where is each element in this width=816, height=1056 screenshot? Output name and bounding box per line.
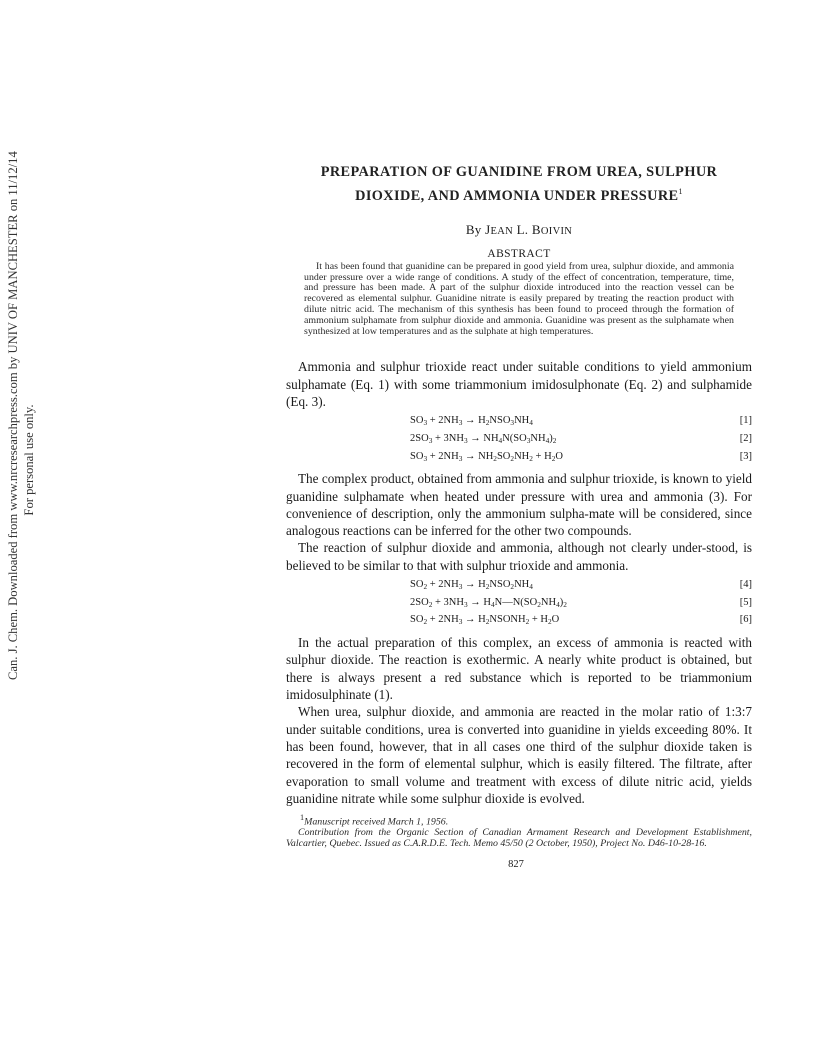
equation-group-1 <box>286 412 752 465</box>
paragraph: The complex product, obtained from ammonia and sulphur trioxide, is known to yield guanidine sulphamate when heated under pressure with urea and ammonia (3). For convenience of description, only the ammonium sulpha-mate will be considered, since analogous reactions can be inferred for the other two compounds. <box>286 471 752 539</box>
equation-1: $SO_3 + 2NH_3 \to H_2NSO_3NH_4$ [1] <box>286 412 752 430</box>
equation-number: [4] <box>739 579 752 591</box>
abstract-text: It has been found that guanidine can be prepared in good yield from urea, sulphur dioxide, and ammonia under pressure over a wide range of conditions. A study of the effect of concentration, temperature, time, and pressure has been made. A part of the sulphur dioxide introduced into the reaction vessel can be recovered as elemental sulphur. Guanidine nitrate is easily prepared by treating the reaction product with dilute nitric acid. The mechanism of this synthesis has been found to proceed through the formation of ammonium sulphamate from sulphur dioxide and ammonia. Guanidine was present as the sulphamate when synthesized at low temperatures and as the sulphate at high temperatures. <box>304 260 734 337</box>
author-line: By JEAN L. BOIVIN <box>465 221 573 237</box>
footnote-manuscript: $^1$Manuscript received March 1, 1956. <box>300 813 449 828</box>
article <box>286 162 752 870</box>
paragraph: In the actual preparation of this complex, an excess of ammonia is reacted with sulphur dioxide. The reaction is exothermic. A nearly white product is obtained, but there is always present a red substance which is reported to be triammonium imidosulphinate (1). <box>286 635 752 703</box>
equation-number: [1] <box>739 415 752 427</box>
paragraph: The reaction of sulphur dioxide and ammonia, although not clearly under-stood, is believed to be similar to that with sulphur trioxide and ammonia. <box>286 540 752 573</box>
footnote-contribution: Contribution from the Organic Section of Canadian Armament Research and Development Establishment, Valcartier, Quebec. Issued as C.A.R.D.E. Tech. Memo 45/50 (2 October, 1950), Project No. D46-10-28-16. <box>286 827 752 849</box>
equation-5: $2SO_2 + 3NH_3$ → $H_4N—N(SO_2NH_4)_2$ [5] <box>286 594 752 612</box>
equation-4: $SO_2 + 2NH_3 \to H_2NSO_2NH_4$ [4] <box>286 576 752 594</box>
page-number: 827 <box>508 859 524 871</box>
equation-group-2 <box>286 576 752 629</box>
equation-number: [5] <box>739 596 752 608</box>
equation-6: $SO_2 + 2NH_3$ → $H_2NSONH_2 + H_2O$ [6] <box>286 611 752 629</box>
paragraph: Ammonia and sulphur trioxide react under suitable conditions to yield ammonium sulphamate (Eq. 1) with some triammonium imidosulphonate (Eq. 2) and sulphamide (Eq. 3). <box>286 359 752 409</box>
article-title: PREPARATION OF GUANIDINE FROM UREA, SULPHUR DIOXIDE, AND AMMONIA UNDER PRESSURE$^1$ <box>320 164 718 204</box>
equation-2: $2SO_3 + 3NH_3 \to NH_4N(SO_3NH_4)_2$ [2] <box>286 430 752 448</box>
download-watermark <box>2 151 48 680</box>
paragraph: When urea, sulphur dioxide, and ammonia are reacted in the molar ratio of 1:3:7 under suitable conditions, urea is converted into guanidine in yields exceeding 80%. It has been found, however, that in all cases one third of the sulphur dioxide taken is recovered in the form of elemental sulphur, which is easily filtered. The filtrate, after evaporation to small volume and treatment with excess of dilute nitric acid, yields guanidine nitrate while some sulphur dioxide is evolved. <box>286 704 752 806</box>
article-body <box>286 358 752 807</box>
download-notice: Can. J. Chem. Downloaded from www.nrcresearchpress.com by UNIV OF MANCHESTER on 11/12/14 <box>6 151 20 680</box>
personal-use-notice: For personal use only. <box>22 404 36 516</box>
equation-3: $SO_3 + 2NH_3 \to NH_2SO_2NH_2 + H_2O$ [3] <box>286 448 752 466</box>
abstract-heading: ABSTRACT <box>487 247 551 260</box>
equation-number: [3] <box>739 450 752 462</box>
equation-number: [2] <box>739 432 752 444</box>
title-footnote-mark: 1 <box>678 187 683 196</box>
footnotes <box>286 813 752 849</box>
equation-number: [6] <box>739 614 752 626</box>
